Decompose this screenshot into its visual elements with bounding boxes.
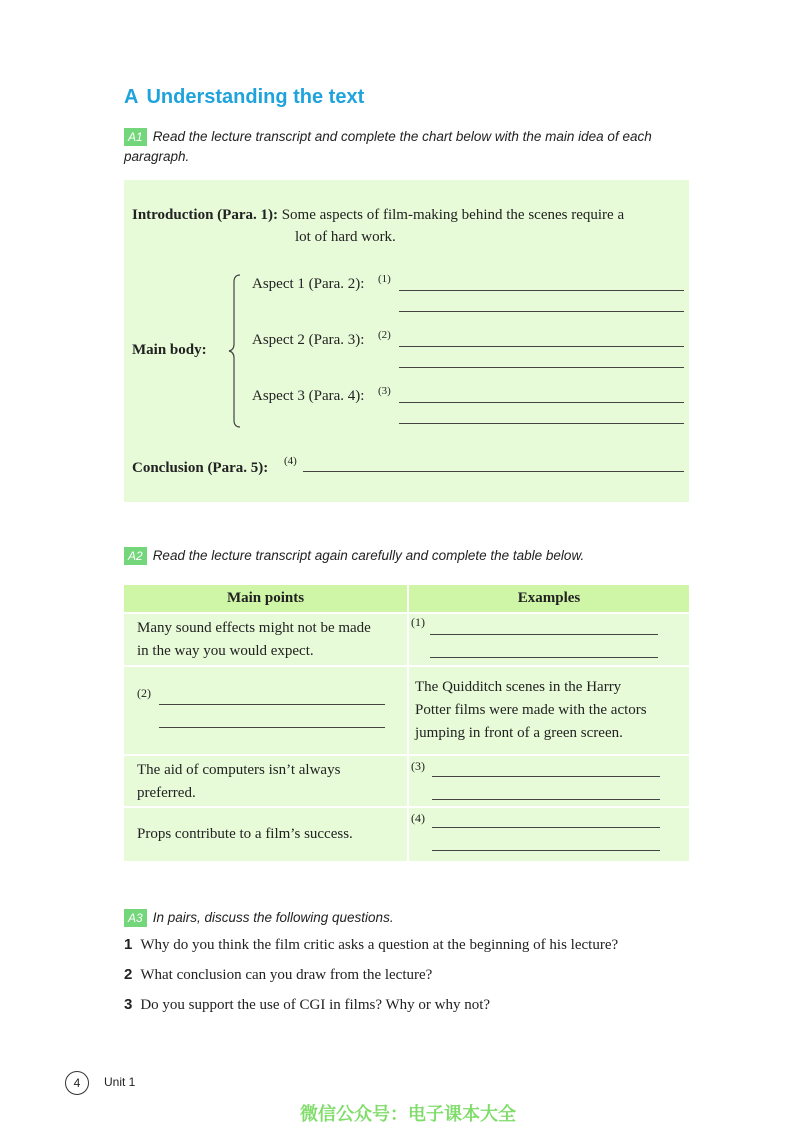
a1-instruction (124, 127, 684, 167)
main-idea-chart (124, 180, 689, 502)
conclusion-label: Conclusion (Para. 5): (132, 460, 269, 476)
row3-blank-1[interactable] (432, 776, 660, 777)
aspect-3-label: Aspect 3 (Para. 4): (252, 388, 365, 404)
a1-instruction-text: Read the lecture transcript and complete the chart below with the main idea of each paragraph. (124, 129, 652, 164)
watermark: 微信公众号：电子课本大全 (300, 1104, 516, 1125)
aspect-1-num: (1) (378, 273, 391, 285)
table-header-row (124, 585, 689, 612)
row4-main-1: Props contribute to a film’s success. (137, 826, 353, 842)
intro-label: Introduction (Para. 1): (132, 207, 278, 223)
row3-blank-2[interactable] (432, 799, 660, 800)
row2-ex-2: Potter films were made with the actors (415, 702, 647, 718)
table-row (124, 667, 689, 754)
a2-instruction-text: Read the lecture transcript again carefully and complete the table below. (152, 548, 585, 563)
row1-example-num: (1) (411, 615, 425, 629)
aspect-1-blank-2[interactable] (399, 311, 684, 312)
aspect-3-blank-1[interactable] (399, 402, 684, 403)
row4-example-num: (4) (411, 811, 425, 825)
table-row (124, 808, 689, 861)
main-body-label: Main body: (132, 342, 207, 358)
conclusion-blank[interactable] (303, 471, 684, 472)
conclusion-num: (4) (284, 455, 297, 467)
page-number: 4 (65, 1071, 89, 1095)
row1-blank-2[interactable] (430, 657, 658, 658)
a1-badge: A1 (124, 128, 147, 146)
row3-main-2: preferred. (137, 785, 196, 801)
question-2-num: 2 (124, 966, 133, 983)
row1-main-2: in the way you would expect. (137, 643, 314, 659)
intro-row (132, 204, 624, 226)
question-1-text: Why do you think the film critic asks a question at the beginning of his lecture? (140, 937, 619, 953)
question-1-num: 1 (124, 936, 133, 953)
row3-main-1: The aid of computers isn’t always (137, 762, 341, 778)
header-examples: Examples (517, 590, 581, 606)
aspect-2-blank-2[interactable] (399, 367, 684, 368)
row4-blank-2[interactable] (432, 850, 660, 851)
row1-main-1: Many sound effects might not be made (137, 620, 371, 636)
aspect-1-label: Aspect 1 (Para. 2): (252, 276, 365, 292)
row1-blank-1[interactable] (430, 634, 658, 635)
section-letter: A (124, 86, 139, 108)
row2-blank-2[interactable] (159, 727, 385, 728)
question-2 (124, 964, 432, 986)
question-1 (124, 934, 618, 956)
a2-badge: A2 (124, 547, 147, 565)
brace-icon (228, 274, 242, 428)
row2-blank-1[interactable] (159, 704, 385, 705)
question-3-text: Do you support the use of CGI in films? Why or why not? (140, 997, 491, 1013)
table-row (124, 756, 689, 806)
intro-text-cont: lot of hard work. (295, 229, 396, 245)
aspect-3-blank-2[interactable] (399, 423, 684, 424)
a2-instruction (124, 546, 684, 566)
question-3-num: 3 (124, 996, 133, 1013)
question-2-text: What conclusion can you draw from the lecture? (140, 967, 433, 983)
row2-ex-3: jumping in front of a green screen. (415, 725, 623, 741)
a3-instruction-text: In pairs, discuss the following questions. (152, 910, 394, 925)
aspect-1-blank-1[interactable] (399, 290, 684, 291)
a3-badge: A3 (124, 909, 147, 927)
intro-text: Some aspects of film-making behind the scenes require a (281, 207, 625, 223)
table-row (124, 614, 689, 665)
aspect-2-blank-1[interactable] (399, 346, 684, 347)
section-title-text: Understanding the text (146, 86, 365, 108)
row4-blank-1[interactable] (432, 827, 660, 828)
row3-example-num: (3) (411, 759, 425, 773)
header-main-points: Main points (226, 590, 305, 606)
section-title (124, 86, 364, 109)
aspect-2-label: Aspect 2 (Para. 3): (252, 332, 365, 348)
question-3 (124, 994, 490, 1016)
aspect-3-num: (3) (378, 385, 391, 397)
aspect-2-num: (2) (378, 329, 391, 341)
a3-instruction (124, 908, 684, 928)
row2-main-num: (2) (137, 686, 151, 700)
row2-ex-1: The Quidditch scenes in the Harry (415, 679, 622, 695)
unit-label: Unit 1 (104, 1075, 136, 1089)
